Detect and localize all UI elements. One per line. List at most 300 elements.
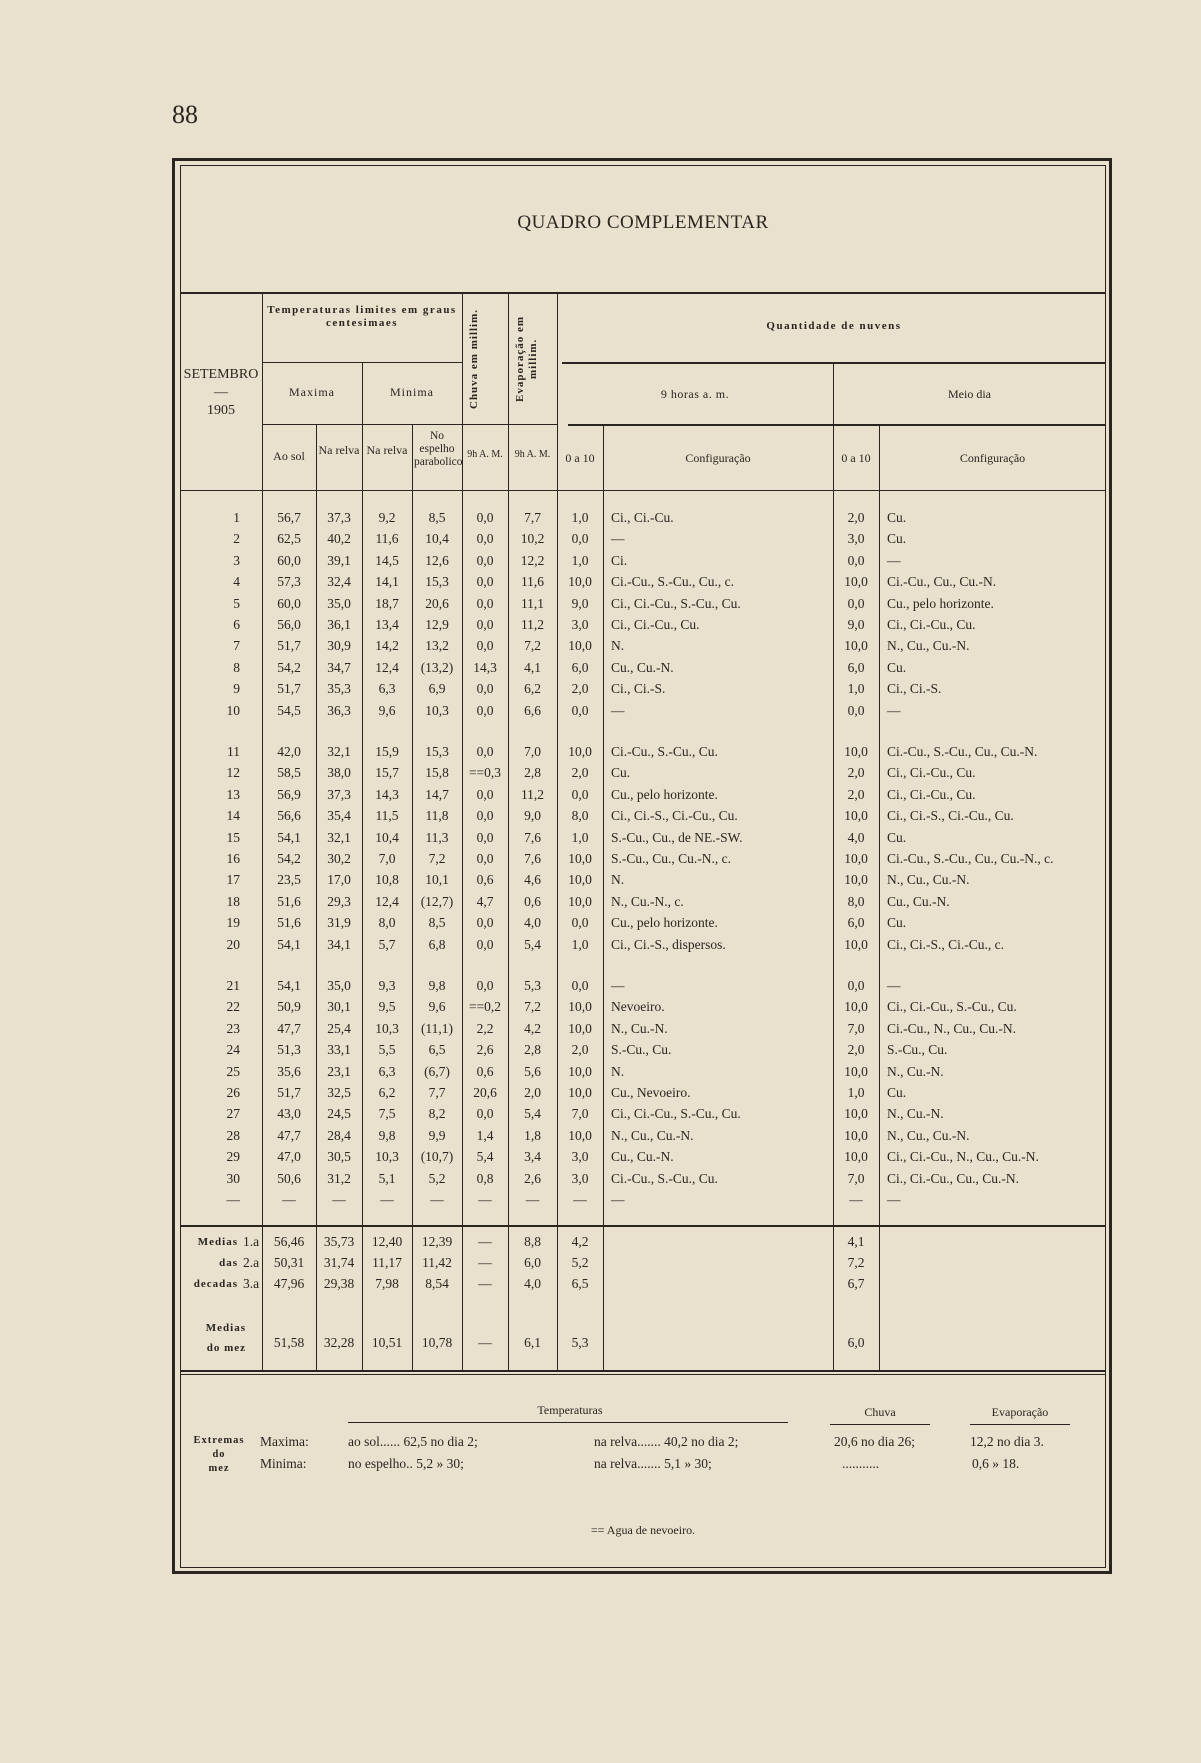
table-cell: 7,2 xyxy=(524,638,541,654)
table-cell: 11,2 xyxy=(520,786,545,802)
table-cell: 31,9 xyxy=(327,915,351,931)
table-cell: 31,2 xyxy=(327,1170,351,1186)
extremas-evap-brace xyxy=(970,1424,1070,1425)
ao-sol-header: Ao sol xyxy=(273,449,305,463)
medias-mez-cell xyxy=(611,1333,831,1353)
table-cell: 9 xyxy=(233,681,240,697)
table-cell: Ci., Ci.-Cu., Cu. xyxy=(887,617,976,632)
table-cell: N., Cu., Cu.-N. xyxy=(887,1127,970,1143)
table-cell: 2,0 xyxy=(571,681,589,697)
table-cell: 7,0 xyxy=(524,744,541,759)
extremas-temp-brace xyxy=(348,1422,788,1423)
table-cell: 14,2 xyxy=(375,638,399,654)
table-cell: 17,0 xyxy=(327,872,351,888)
table-cell: 9,9 xyxy=(428,1127,446,1143)
table-cell: 5,4 xyxy=(524,936,541,952)
table-cell: 57,3 xyxy=(277,574,301,590)
table-cell: Ci., Ci.-Cu., S.-Cu., Cu. xyxy=(887,999,1017,1015)
table-cell: Ci.-Cu., S.-Cu., Cu., Cu.-N., c. xyxy=(887,851,1054,866)
table-cell: 38,0 xyxy=(327,765,351,781)
table-cell: 2,0 xyxy=(524,1085,541,1100)
table-cell: 33,1 xyxy=(327,1042,351,1058)
chuva-sub-rule xyxy=(462,424,557,425)
medias-cell: 6,0 xyxy=(524,1255,541,1270)
table-cell: 34,7 xyxy=(327,659,351,675)
table-cell: 2,6 xyxy=(524,1170,541,1186)
table-cell: 4,2 xyxy=(524,1020,541,1036)
table-cell: 9,8 xyxy=(428,978,446,993)
table-cell: 0,6 xyxy=(476,1063,494,1079)
table-cell: ==0,2 xyxy=(468,999,502,1015)
table-cell: Cu. xyxy=(887,829,907,845)
table-cell: 19 xyxy=(226,915,240,931)
medias-cell xyxy=(611,1232,831,1252)
extremas-chuva-brace xyxy=(830,1424,930,1425)
table-cell: 0,0 xyxy=(571,702,589,718)
configuracao-header: Configuração xyxy=(685,451,751,465)
table-cell: 54,5 xyxy=(277,702,301,718)
table-cell: 60,0 xyxy=(277,595,301,611)
table-cell: 3 xyxy=(233,552,240,568)
table-cell: 21 xyxy=(226,978,240,993)
table-cell: 10,0 xyxy=(568,872,592,888)
table-cell: Ci.-Cu., S.-Cu., Cu. xyxy=(611,744,718,759)
table-cell: Ci., Ci.-S., Ci.-Cu., Cu. xyxy=(611,808,738,824)
table-cell: 4,1 xyxy=(524,659,541,675)
extremas-label-3: mez xyxy=(208,1463,230,1474)
table-cell: — xyxy=(611,978,625,993)
chuva-9h-header: 9h A. M. xyxy=(467,449,503,460)
table-cell: 13 xyxy=(226,786,240,802)
table-cell: 10,0 xyxy=(844,638,868,654)
table-cell: 54,2 xyxy=(277,659,301,675)
table-cell: 10,0 xyxy=(568,574,592,590)
table-cell: 30 xyxy=(226,1170,240,1186)
minima-header: Minima xyxy=(390,385,434,399)
table-cell: 56,6 xyxy=(277,808,301,824)
table-cell: Ci., Ci.-Cu., Cu. xyxy=(887,786,976,802)
table-cell: 10,0 xyxy=(844,872,868,888)
table-cell: 14 xyxy=(226,808,240,824)
table-cell: 0,8 xyxy=(476,1170,494,1186)
table-cell: 8,5 xyxy=(428,510,446,525)
table-cell: 9,5 xyxy=(378,999,396,1015)
table-cell: 42,0 xyxy=(277,744,301,759)
table-cell: 35,0 xyxy=(327,978,351,993)
table-cell: 13,2 xyxy=(425,638,449,654)
table-cell: 6,0 xyxy=(847,915,865,931)
table-cell: 0,0 xyxy=(476,552,494,568)
table-cell: Ci., Ci.-S., Ci.-Cu., c. xyxy=(887,936,1005,952)
medias-cell: 31,74 xyxy=(323,1255,355,1270)
table-cell: 56,7 xyxy=(277,510,301,525)
row-header-dash: — xyxy=(214,385,228,400)
table-cell: 10,2 xyxy=(520,531,545,547)
table-cell: 35,6 xyxy=(277,1063,301,1079)
table-cell: 54,1 xyxy=(277,978,301,993)
table-cell: 50,6 xyxy=(277,1170,301,1186)
table-cell: 27 xyxy=(226,1106,240,1122)
table-cell: Cu., Cu.-N. xyxy=(611,659,674,675)
table-cell: 0,0 xyxy=(476,638,494,654)
table-cell: 0,0 xyxy=(476,936,494,952)
table-cell: 8,0 xyxy=(571,808,589,824)
medias-cell: 35,73 xyxy=(323,1234,355,1249)
maxima-header: Maxima xyxy=(289,385,335,399)
table-cell: 0,0 xyxy=(476,617,494,632)
table-cell: Ci.-Cu., S.-Cu., Cu., c. xyxy=(611,574,735,590)
medias-mez-cell: — xyxy=(478,1335,492,1350)
extremas-label xyxy=(182,1434,256,1476)
medias-mez-cell: 6,0 xyxy=(847,1335,865,1350)
table-cell: 4,0 xyxy=(524,915,541,931)
table-cell: 23,1 xyxy=(327,1063,351,1079)
footnote: == Agua de nevoeiro. xyxy=(590,1523,696,1537)
table-cell: 0,0 xyxy=(847,978,865,993)
table-cell: 29,3 xyxy=(327,893,351,909)
medias-decadas-label xyxy=(182,1232,238,1295)
table-cell: 50,9 xyxy=(277,999,301,1015)
table-cell: 2,2 xyxy=(476,1020,494,1036)
table-cell: 54,1 xyxy=(277,936,301,952)
table-cell: 10,0 xyxy=(568,893,592,909)
table-cell: 9,0 xyxy=(524,808,541,824)
table-cell: 7,0 xyxy=(847,1170,865,1186)
table-cell: — xyxy=(332,1192,346,1207)
table-cell: 5,4 xyxy=(524,1106,541,1122)
table-cell: 35,3 xyxy=(327,681,351,697)
table-cell: 5 xyxy=(233,595,240,611)
table-cell: 15,8 xyxy=(425,765,449,781)
table-cell: Ci., Ci.-S. xyxy=(611,681,666,697)
table-cell: 62,5 xyxy=(277,531,301,547)
medias-cell xyxy=(887,1253,1104,1273)
extremas-label-2: do xyxy=(212,1449,226,1460)
medias-cell: 2.a xyxy=(242,1255,260,1270)
table-cell: 10,0 xyxy=(568,851,592,866)
table-cell: 1,0 xyxy=(571,936,589,952)
table-cell: 14,5 xyxy=(375,552,399,568)
table-cell: 10,0 xyxy=(568,1063,592,1079)
table-cell: 7,0 xyxy=(847,1020,865,1036)
table-cell: 14,3 xyxy=(375,786,399,802)
table-cell: 11,5 xyxy=(375,808,399,824)
table-cell: 7 xyxy=(233,638,240,654)
table-cell: — xyxy=(887,978,901,993)
medias-cell xyxy=(611,1274,831,1294)
medias-mez-label-2: do mez xyxy=(206,1342,246,1354)
table-cell: 6,0 xyxy=(847,659,865,675)
table-cell: 51,7 xyxy=(277,638,301,654)
table-cell: 10,0 xyxy=(844,808,868,824)
medias-cell: — xyxy=(478,1255,492,1270)
table-cell: Cu. xyxy=(887,915,907,931)
table-cell: N., Cu., Cu.-N. xyxy=(887,872,970,888)
table-cell: 0,0 xyxy=(847,702,865,718)
table-cell: N. xyxy=(611,1063,625,1079)
table-cell: (11,1) xyxy=(420,1020,454,1036)
table-cell: 10,0 xyxy=(844,574,868,590)
table-cell: 23,5 xyxy=(277,872,301,888)
table-cell: 13,4 xyxy=(375,617,399,632)
table-cell: 39,1 xyxy=(327,552,351,568)
evaporacao-header: Evaporação em millim. xyxy=(514,316,539,403)
table-cell: 30,2 xyxy=(327,851,351,866)
medias-cell: 47,96 xyxy=(273,1276,305,1291)
table-cell: 0,0 xyxy=(476,1106,494,1122)
extremas-max-sol: ao sol...... 62,5 no dia 2; xyxy=(348,1434,478,1449)
table-cell: Ci., Ci.-Cu. xyxy=(611,510,674,525)
table-cell: 11,2 xyxy=(520,617,545,632)
extremas-minima-label: Minima: xyxy=(260,1456,307,1471)
table-cell: 4,0 xyxy=(847,829,865,845)
table-cell: S.-Cu., Cu., Cu.-N., c. xyxy=(611,851,732,866)
table-cell: N. xyxy=(611,638,625,654)
table-cell: — xyxy=(887,702,901,718)
table-cell: 6,9 xyxy=(428,681,446,697)
zero-a-dez-header-2: 0 a 10 xyxy=(841,451,871,465)
medias-mez-cell: 10,78 xyxy=(421,1335,453,1350)
table-cell: 22 xyxy=(226,999,240,1015)
na-relva-max-header: Na relva xyxy=(318,443,360,457)
medias-cell xyxy=(887,1232,1104,1252)
table-cell: N., Cu., Cu.-N. xyxy=(611,1127,694,1143)
table-cell: 47,7 xyxy=(277,1127,301,1143)
table-cell: 6,2 xyxy=(378,1085,396,1100)
table-cell: 36,3 xyxy=(327,702,351,718)
table-cell: 18 xyxy=(226,893,240,909)
extremas-maxima-label: Maxima: xyxy=(260,1434,309,1449)
table-cell: 11,8 xyxy=(425,808,449,824)
table-cell: 6,3 xyxy=(378,1063,396,1079)
table-cell: 3,0 xyxy=(571,1149,589,1165)
table-cell: 7,7 xyxy=(524,510,541,525)
table-cell: — xyxy=(611,702,625,718)
table-cell: 17 xyxy=(226,872,240,888)
extremas-max-chuva: 20,6 no dia 26; xyxy=(834,1434,915,1449)
row-header-year: 1905 xyxy=(207,403,235,418)
table-cell: 11,3 xyxy=(425,829,449,845)
page-number: 88 xyxy=(172,100,198,129)
table-cell: 3,0 xyxy=(847,531,865,547)
table-cell: 6,6 xyxy=(524,702,541,718)
table-cell: — xyxy=(478,1192,492,1207)
table-cell: 25,4 xyxy=(327,1020,351,1036)
extremas-min-evap: 0,6 » 18. xyxy=(972,1456,1020,1471)
no-espelho-header: No espelho parabolico xyxy=(414,430,463,468)
table-cell: 14,7 xyxy=(425,786,449,802)
table-cell: 51,7 xyxy=(277,1085,301,1100)
table-cell: 26 xyxy=(226,1085,240,1100)
table-cell: — xyxy=(887,1192,901,1207)
table-cell: Cu. xyxy=(887,510,907,525)
medias-cell: — xyxy=(478,1234,492,1249)
table-cell: Cu. xyxy=(611,765,631,781)
table-cell: 8 xyxy=(233,659,240,675)
medias-cell: — xyxy=(478,1276,492,1291)
table-cell: 29 xyxy=(226,1149,240,1165)
table-cell: 9,3 xyxy=(378,978,396,993)
table-cell: Ci., Ci.-S., dispersos. xyxy=(611,936,726,952)
table-cell: 51,6 xyxy=(277,915,301,931)
table-cell: N. xyxy=(611,872,625,888)
configuracao-header-2: Configuração xyxy=(959,451,1026,465)
table-cell: 12,4 xyxy=(375,659,399,675)
table-cell: 7,0 xyxy=(571,1106,589,1122)
table-cell: 9,6 xyxy=(378,702,396,718)
medias-cell: 56,46 xyxy=(273,1234,305,1249)
table-cell: 4,6 xyxy=(524,872,541,888)
table-cell: — xyxy=(380,1192,394,1207)
table-cell: 8,0 xyxy=(378,915,396,931)
table-cell: 9,8 xyxy=(378,1127,396,1143)
table-cell: Cu., Nevoeiro. xyxy=(611,1085,691,1100)
nuvens-sub-rule-2 xyxy=(568,424,1106,426)
medias-mez-cell: 51,58 xyxy=(273,1335,305,1350)
table-cell: 30,1 xyxy=(327,999,351,1015)
table-cell: 60,0 xyxy=(277,552,301,568)
table-cell: 8,5 xyxy=(428,915,446,931)
extremas-max-relva: na relva....... 40,2 no dia 2; xyxy=(594,1434,739,1449)
medias-mez-label-1: Medias xyxy=(205,1322,246,1334)
table-cell: 2 xyxy=(233,531,240,547)
table-cell: 7,6 xyxy=(524,851,541,866)
table-cell: 7,0 xyxy=(378,851,396,866)
extremas-temperaturas-header: Temperaturas xyxy=(537,1403,603,1417)
medias-cell: 4,1 xyxy=(847,1234,865,1249)
table-cell: 1,0 xyxy=(571,829,589,845)
table-cell: 4 xyxy=(233,574,240,590)
table-cell: 0,0 xyxy=(847,552,865,568)
table-cell: 0,0 xyxy=(571,786,589,802)
table-cell: 10,0 xyxy=(844,999,868,1015)
table-cell: 9,6 xyxy=(428,999,446,1015)
table-cell: 40,2 xyxy=(327,531,351,547)
medias-cell: 3.a xyxy=(242,1276,260,1291)
table-cell: 1,0 xyxy=(571,510,589,525)
table-cell: 7,2 xyxy=(524,999,541,1015)
table-cell: Ci., Ci.-Cu., S.-Cu., Cu. xyxy=(611,1106,741,1122)
extremas-min-chuva: ........... xyxy=(842,1456,880,1471)
table-cell: 10,0 xyxy=(844,744,868,759)
chuva-header: Chuva em millim. xyxy=(468,308,480,410)
table-cell: 9,0 xyxy=(571,595,589,611)
table-cell: 11,6 xyxy=(375,531,399,547)
table-cell: 7,6 xyxy=(524,829,541,845)
table-cell: Cu., pelo horizonte. xyxy=(887,595,994,611)
table-cell: 10,0 xyxy=(844,1063,868,1079)
table-cell: 0,0 xyxy=(476,510,494,525)
medias-label-3: decadas xyxy=(193,1278,238,1290)
table-cell: 5,6 xyxy=(524,1063,541,1079)
table-cell: 3,0 xyxy=(571,1170,589,1186)
table-cell: 47,7 xyxy=(277,1020,301,1036)
table-cell: 9,2 xyxy=(378,510,396,525)
extremas-evap-header: Evaporação xyxy=(991,1405,1049,1419)
table-cell: 28,4 xyxy=(327,1127,351,1143)
table-cell: 0,0 xyxy=(476,978,494,993)
table-cell: 1,0 xyxy=(847,1085,865,1100)
table-cell: Nevoeiro. xyxy=(611,999,665,1015)
extremas-max-evap: 12,2 no dia 3. xyxy=(970,1434,1044,1449)
medias-label-1: Medias xyxy=(197,1236,238,1248)
table-cell: 1,8 xyxy=(524,1127,541,1143)
table-cell: 10,0 xyxy=(568,999,592,1015)
table-cell: 37,3 xyxy=(327,786,351,802)
table-cell: 10,3 xyxy=(425,702,449,718)
table-cell: 12,4 xyxy=(375,893,399,909)
table-cell: — xyxy=(282,1192,296,1207)
col-divider-8 xyxy=(603,424,604,1370)
medias-cell: 4,2 xyxy=(571,1234,589,1249)
table-cell: N., Cu.-N. xyxy=(611,1020,668,1036)
table-cell: 10,8 xyxy=(375,872,399,888)
medias-mez-cell xyxy=(887,1333,1104,1353)
table-cell: Ci.-Cu., Cu., Cu.-N. xyxy=(887,574,997,590)
table-cell: 20,6 xyxy=(473,1085,497,1100)
table-cell: 2,8 xyxy=(524,1042,541,1058)
table-cell: 14,3 xyxy=(473,659,497,675)
table-cell: 9,0 xyxy=(847,617,865,632)
table-cell: 20 xyxy=(226,936,240,952)
table-cell: 51,7 xyxy=(277,681,301,697)
table-cell: 15 xyxy=(226,829,240,845)
medias-mez-cell: 10,51 xyxy=(371,1335,403,1350)
table-cell: 10,1 xyxy=(425,872,449,888)
table-cell: 6,0 xyxy=(571,659,589,675)
table-cell: Ci. xyxy=(611,552,628,568)
table-cell: 58,5 xyxy=(277,765,301,781)
table-cell: 3,4 xyxy=(524,1149,541,1165)
table-cell: 2,6 xyxy=(476,1042,494,1058)
medias-mez-cell: 32,28 xyxy=(323,1335,355,1350)
table-cell: 2,0 xyxy=(571,1042,589,1058)
table-cell: 20,6 xyxy=(425,595,449,611)
table-cell: 5,3 xyxy=(524,978,541,993)
table-cell: 32,5 xyxy=(327,1085,351,1100)
table-cell: N., Cu.-N., c. xyxy=(611,893,684,909)
table-cell: 6 xyxy=(233,617,240,632)
table-cell: 0,0 xyxy=(571,531,589,547)
medias-cell xyxy=(611,1253,831,1273)
table-cell: N., Cu.-N. xyxy=(887,1063,944,1079)
table-cell: — xyxy=(849,1192,863,1207)
table-cell: (10,7) xyxy=(420,1149,454,1165)
medias-cell: 8,8 xyxy=(524,1234,541,1249)
medias-cell: 6,5 xyxy=(571,1276,589,1291)
table-cell: — xyxy=(430,1192,444,1207)
nuvens-sub-rule xyxy=(562,362,1106,364)
table-cell: 0,0 xyxy=(847,595,865,611)
table-cell: 3,0 xyxy=(571,617,589,632)
table-cell: 8,2 xyxy=(428,1106,446,1122)
table-cell: 6,8 xyxy=(428,936,446,952)
table-cell: Cu. xyxy=(887,1085,907,1100)
medias-cell: 7,2 xyxy=(847,1255,865,1270)
table-cell: (13,2) xyxy=(420,659,454,675)
table-cell: 7,2 xyxy=(428,851,446,866)
table-cell: 10,3 xyxy=(375,1149,399,1165)
zero-a-dez-header: 0 a 10 xyxy=(565,451,595,465)
medias-cell: 6,7 xyxy=(847,1276,865,1291)
extremas-chuva-header: Chuva xyxy=(864,1405,896,1419)
table-cell: — xyxy=(573,1192,587,1207)
table-cell: 0,0 xyxy=(476,829,494,845)
table-cell: Cu., pelo horizonte. xyxy=(611,915,718,931)
table-cell: — xyxy=(525,1192,540,1207)
table-cell: 0,0 xyxy=(476,786,494,802)
table-cell: 10,0 xyxy=(568,744,592,759)
